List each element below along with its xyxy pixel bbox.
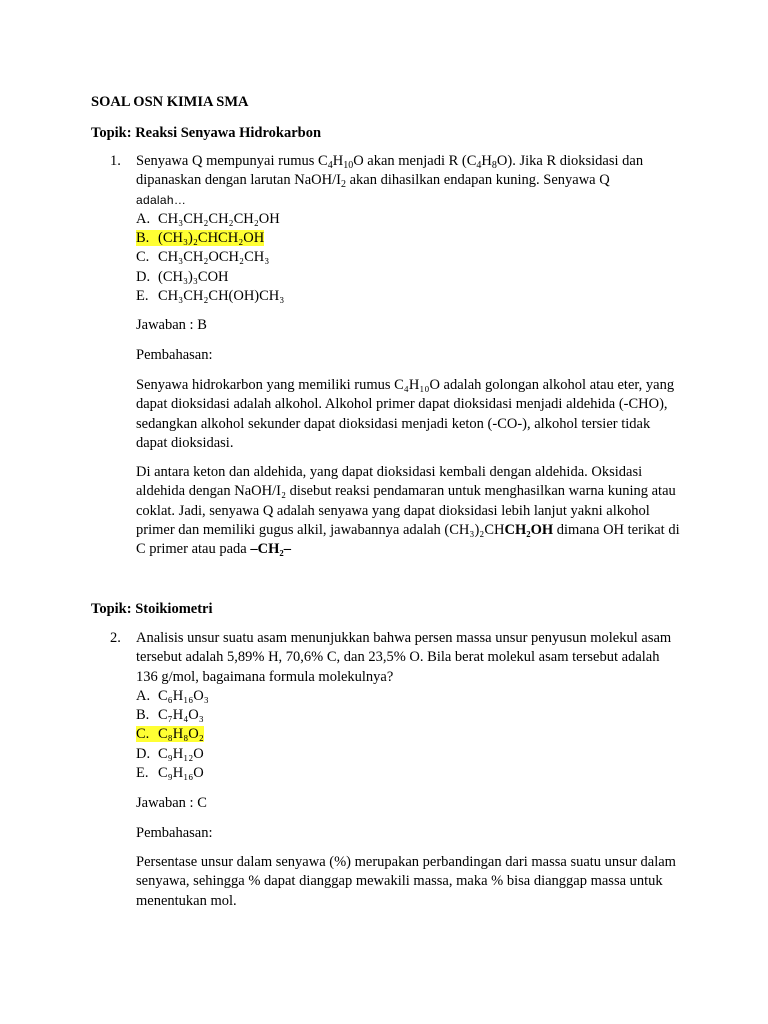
option-letter: E. [136, 288, 149, 305]
question-1 [110, 152, 680, 306]
options-list [110, 687, 680, 783]
answer-1: Jawaban : B [136, 317, 207, 333]
option-d [136, 268, 680, 287]
option-text: CH₃CH₂CH₂CH₂OH [158, 210, 280, 227]
option-a [136, 687, 680, 706]
option-letter: E. [136, 765, 149, 782]
discussion-label-2: Pembahasan: [136, 825, 213, 841]
discussion-para-3: Persentase unsur dalam senyawa (%) merupakan perbandingan dari massa suatu unsur dalam senyawa, sehingga % dapat dianggap mewakili massa, maka % bisa dianggap massa untuk menentukan mol. [136, 854, 676, 909]
discussion-para-2: Di antara keton dan aldehida, yang dapat dioksidasi kembali dengan aldehida. Oksidasi aldehida dengan NaOH/I₂ disebut reaksi pendamaran untuk menghasilkan warna kuning atau coklat. Jadi, senyawa Q adalah senyawa yang dapat dioksidasi lebih lanjut yakni alkohol primer dan memiliki gugus alkil, jawabannya adalah (CH₃)₂CHCH₂OH dimana OH terikat di C primer atau pada –CH₂– [136, 464, 680, 558]
option-b [136, 229, 680, 248]
option-e [136, 764, 680, 783]
option-text: C₇H₄O₃ [158, 707, 204, 724]
document-title: SOAL OSN KIMIA SMA [91, 94, 249, 110]
option-text: CH₃CH₂CH(OH)CH₃ [158, 288, 285, 305]
question-text: Analisis unsur suatu asam menunjukkan bahwa persen massa unsur penyusun molekul asam tersebut adalah 5,89% H, 70,6% C, dan 23,5% O. Bila berat molekul asam tersebut adalah 136 g/mol, bagaimana formula molekulnya? [136, 630, 672, 685]
option-b [136, 706, 680, 725]
answer-2: Jawaban : C [136, 795, 207, 811]
discussion-para-1: Senyawa hidrokarbon yang memiliki rumus C₄H₁₀O adalah golongan alkohol atau eter, yang dapat dioksidasi adalah alkohol. Alkohol primer dapat dioksidasi menjadi aldehida (-CHO), sedangkan alkohol sekunder dapat dioksidasi menjadi keton (-CO-), alkohol tersier tidak dapat dioksidasi. [136, 377, 675, 451]
option-letter: C. [136, 249, 150, 266]
options-list [110, 210, 680, 306]
option-letter: B. [136, 707, 150, 724]
option-text: (CH₃)₃COH [158, 268, 229, 285]
option-c [136, 248, 680, 267]
option-c [136, 725, 680, 744]
option-letter: D. [136, 745, 151, 762]
question-tail: adalah… [136, 192, 187, 207]
option-text: (CH₃)₂CHCH₂OH [158, 230, 265, 247]
topic-heading-1: Topik: Reaksi Senyawa Hidrokarbon [91, 125, 322, 141]
option-text: C₉H₁₆O [158, 765, 204, 782]
option-text: C₉H₁₂O [158, 745, 204, 762]
discussion-label-1: Pembahasan: [136, 347, 213, 363]
question-number: 1. [110, 153, 121, 169]
topic-heading-2: Topik: Stoikiometri [91, 601, 213, 617]
option-letter: C. [136, 726, 150, 743]
option-letter: A. [136, 687, 151, 704]
question-number: 2. [110, 630, 121, 646]
option-d [136, 745, 680, 764]
option-text: C₈H₈O₂ [158, 726, 204, 743]
question-2 [110, 629, 680, 783]
option-letter: A. [136, 210, 151, 227]
question-text: Senyawa Q mempunyai rumus $C_4H_{10}O$ akan menjadi R $(C_4H_8O)$. Jika R dioksidasi dan dipanaskan dengan larutan NaOH/$I_2$ akan dihasilkan endapan kuning. Senyawa Q adalah… [136, 153, 644, 207]
option-letter: B. [136, 230, 150, 247]
option-a [136, 210, 680, 229]
option-letter: D. [136, 268, 151, 285]
option-text: C₆H₁₆O₃ [158, 687, 209, 704]
option-text: CH₃CH₂OCH₂CH₃ [158, 249, 270, 266]
option-e [136, 287, 680, 306]
